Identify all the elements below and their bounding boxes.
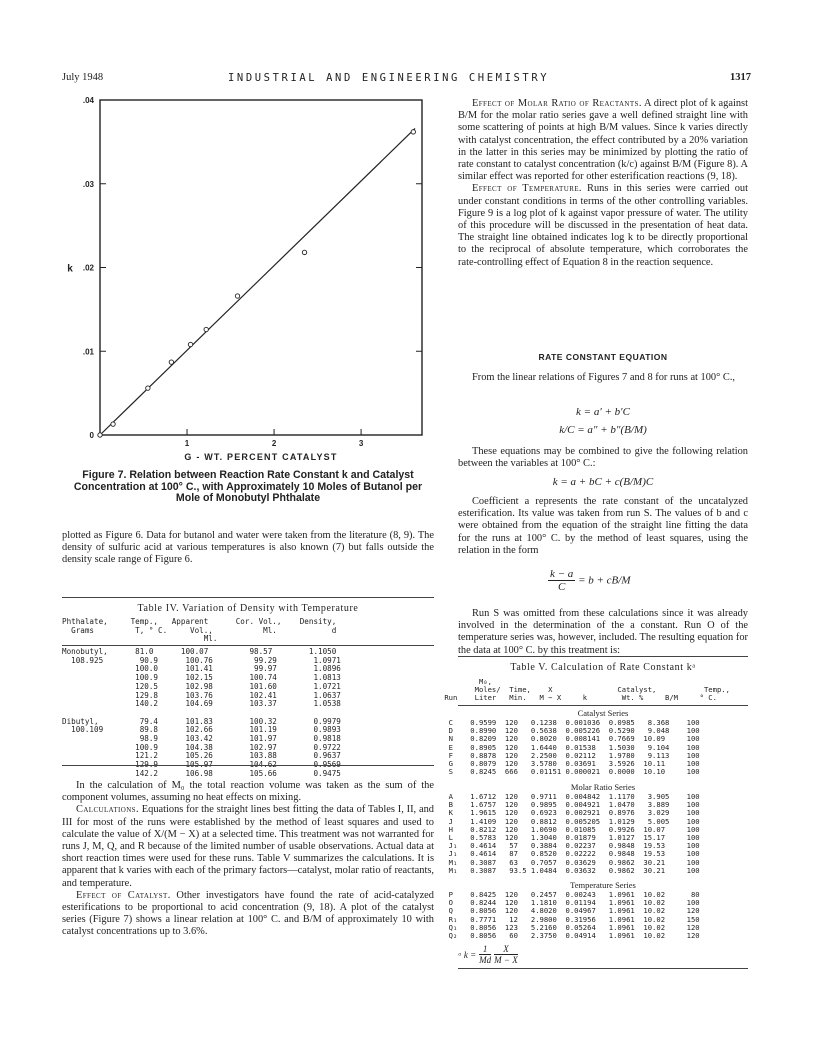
table-4-header-rule (62, 645, 434, 646)
page-number: 1317 (730, 72, 751, 83)
catalyst-series-label: Catalyst Series (577, 708, 629, 718)
table-4-headers: Phthalate, Temp., Apparent Cor. Vol., Density, Grams T, ° C. Vol., Ml. d Ml. (62, 617, 337, 644)
molar-series-label: Molar Ratio Series (570, 782, 636, 792)
footnote-numerator-2: X (494, 944, 518, 955)
data-point (146, 386, 150, 390)
equation-4-rhs: = b + cB/M (578, 574, 631, 587)
data-point (235, 294, 239, 298)
left-paragraph-4: Effect of Catalyst. Other investigators have found the rate of acid-catalyzed esterifications to be proportional to acid concentration (9, 18). A plot of the catalyst series (Figure 7) shows a linear relation at 100° C. and B/M of approximately 10 with catalyst concentrations up to 3.6%. (62, 889, 434, 938)
footnote-numerator-1: 1 (479, 944, 491, 955)
x-tick-label: 1 (184, 439, 190, 448)
table-4-body: Monobutyl, 81.0 100.07 98.57 1.1050 108.925 90.9 100.76 99.29 1.0971 100.0 101.41 99.97 1.0896 100.9 102.15 100.74 1.0813 120.5 102.98 101.60 1.0721 129.8 103.76 102.41 1.0637 140.2 104.69 103.37 1.0538 Dibutyl, 79.4 101.83 100.32 0.9979 100.109 89.8 102.66 101.19 0.9893 98.9 103.42 101.97 0.9818 100.9 104.38 102.97 0.9722 121.2 105.26 103.88 0.9637 129.9 105.97 104.62 0.9569 142.2 106.98 105.66 0.9475 (62, 647, 341, 778)
section-heading: RATE CONSTANT EQUATION (538, 352, 668, 362)
data-point (302, 250, 306, 254)
equation-4-numerator: k − a (550, 568, 574, 580)
footnote-denominator-2: M − X (494, 955, 518, 965)
figure-7-caption: Figure 7. Relation between Reaction Rate Constant k and Catalyst Concentration at 100° C., with Approximately 10 Moles of Butanol per Mole of Monobutyl Phthalate (73, 469, 423, 505)
left-paragraph-2: In the calculation of M₀ the total reaction volume was taken as the sum of the component volumes, assuming no heat effects on mixing. (62, 780, 434, 804)
equation-2: k/C = a″ + b″(B/M) (559, 424, 647, 436)
catalyst-series-rows: C 0.9599 120 0.1238 0.001036 0.0985 8.368 100 D 0.8990 120 0.5638 0.005226 0.5290 9.048 100 N 0.8209 120 0.8020 0.008141 0.7669 10.09 100 E 0.8905 120 1.6440 0.01538 1.5030 9.104 100 F 0.8878 120 2.2500 0.02112 1.9780 9.113 100 G 0.8079 120 3.5780 0.03691 3.5926 10.11 100 S 0.8245 666 0.01151 0.000021 0.0000 10.10 100 (448, 718, 700, 777)
right-paragraph-1: Effect of Molar Ratio of Reactants. A direct plot of k against B/M for the molar ratio series gave a well defined straight line with some scattering of points at high B/M values. Since k varies directly with catalyst concentration, the effect contributed by a 20% variation in the latter in this series may be minimized by plotting the ratio of rate constant to catalyst concentration (k/c) against B/M (Figure 8). A similar effect was reported for other esterification reactions (9, 18). (458, 98, 748, 183)
left-text-block (62, 780, 434, 939)
journal-title: INDUSTRIAL AND ENGINEERING CHEMISTRY (228, 72, 550, 84)
table-5-bottom-rule (458, 968, 748, 969)
right-paragraph-2: Effect of Temperature. Runs in this series were carried out under constant conditions in terms of the other controlling variables. Figure 9 is a log plot of k against vapor pressure of water. The utility of this procedure will be discussed in the presentation of heat data. The straight line obtained indicates log k to be directly proportional to the reciprocal of absolute temperature, which corroborates the rate-controlling effect of Equation 8 in the reaction sequence. (458, 183, 748, 268)
temperature-series-rows: P 0.8425 120 0.2457 0.00243 1.0961 10.02 80 O 0.8244 120 1.1810 0.01194 1.0961 10.02 100 Q 0.8056 120 4.8020 0.04967 1.0961 10.02 120 R₁ 0.7771 12 2.9800 0.31956 1.0961 10.02 150 Q₁ 0.8056 123 5.2160 0.05264 1.0961 10.02 120 Q₂ 0.8056 60 2.3750 0.04914 1.0961 10.02 120 (448, 890, 700, 941)
table-5-top-rule (458, 656, 748, 657)
table-4-bottom-rule (62, 765, 434, 766)
table-4-top-rule (62, 597, 434, 598)
table-5-header-rule (458, 705, 748, 706)
figure-7-chart (60, 90, 440, 470)
left-paragraph-3: Calculations. Equations for the straight lines best fitting the data of Tables I, II, and III for most of the runs were established by the method of least squares and used to calculate the value of X/(M − X) at a selected time. This treatment was not warranted for runs J, M, Q, and R because of the limited number of usable observations. Actual data at short reaction times were used for these runs. Table V summarizes the calculations. It is apparent that k varies with each of the primary factors—catalyst, molar ratio of reactants, and temperature. (62, 804, 434, 889)
data-point (188, 342, 192, 346)
data-point (204, 327, 208, 331)
header-date: July 1948 (62, 72, 104, 83)
equation-4 (548, 568, 668, 593)
table-4-caption: Table IV. Variation of Density with Temperature (137, 603, 359, 614)
right-text-block-1 (458, 98, 748, 269)
y-axis-label: k (67, 263, 73, 275)
data-point (111, 422, 115, 426)
right-paragraph-3: From the linear relations of Figures 7 and 8 for runs at 100° C., (472, 372, 736, 383)
x-tick-label: 3 (358, 439, 364, 448)
y-tick-label: .04 (82, 96, 94, 105)
y-tick-label: .03 (82, 179, 94, 189)
data-point (169, 360, 173, 364)
equation-1: k = a′ + b′C (576, 406, 630, 418)
equation-4-denominator: C (557, 581, 566, 593)
equation-3: k = a + bC + c(B/M)C (552, 476, 654, 488)
footnote-marker: ᵃ k = (458, 949, 477, 960)
right-paragraph-5: Coefficient a represents the rate constant of the uncatalyzed esterification. Its value was taken from run S. The values of b and c were obtained from the equation of the straight line fitting the data for the runs at 100° C. by the method of least squares, using the relation in the form (458, 496, 748, 556)
data-point (411, 130, 415, 134)
right-paragraph-6: Run S was omitted from these calculations since it was already involved in the determination of the a constant. Run O of the temperature series was, however, included. The resulting equation for the data at 100° C. by this treatment is: (458, 608, 748, 656)
table-5-caption: Table V. Calculation of Rate Constant kᵃ (510, 662, 696, 673)
left-paragraph-1: plotted as Figure 6. Data for butanol and water were taken from the literature (8, 9). The density of sulfuric acid at various temperatures is also known (7) but falls outside the density scale range of Figure 6. (62, 530, 434, 566)
plot-frame (100, 100, 422, 435)
table-5-footnote (458, 944, 518, 965)
molar-series-rows: A 1.6712 120 0.9711 0.004842 1.1170 3.905 100 B 1.6757 120 0.9895 0.004921 1.0470 3.889 100 K 1.9615 120 0.6923 0.002921 0.8976 3.029 100 J 1.4109 120 0.8812 0.005205 1.0129 5.005 100 H 0.8212 120 1.0690 0.01085 0.9926 10.07 100 L 0.5783 120 1.3040 0.01879 1.0127 15.17 100 J₁ 0.4614 57 0.3884 0.02237 0.9848 19.53 100 J₁ 0.4614 87 0.8520 0.02222 0.9848 19.53 100 M₁ 0.3087 63 0.7057 0.03629 0.9862 30.21 100 M₁ 0.3087 93.5 1.0484 0.03632 0.9862 30.21 100 (448, 792, 700, 875)
x-axis-label: G - WT. PERCENT CATALYST (184, 452, 338, 462)
data-point (98, 433, 102, 437)
right-paragraph-4: These equations may be combined to give the following relation between the variables at 100° C.: (458, 446, 748, 470)
y-tick-label: .02 (82, 263, 94, 273)
temperature-series-label: Temperature Series (570, 880, 636, 890)
table-5-headers: M₀, Moles/ Time, X Catalyst, Temp., Run Liter Min. M − X k Wt. % B/M ° C. (444, 677, 730, 703)
x-tick-label: 2 (271, 439, 277, 448)
y-tick-label: 0 (89, 431, 94, 440)
footnote-denominator-1: Md (479, 955, 492, 965)
y-tick-label: .01 (82, 347, 94, 357)
